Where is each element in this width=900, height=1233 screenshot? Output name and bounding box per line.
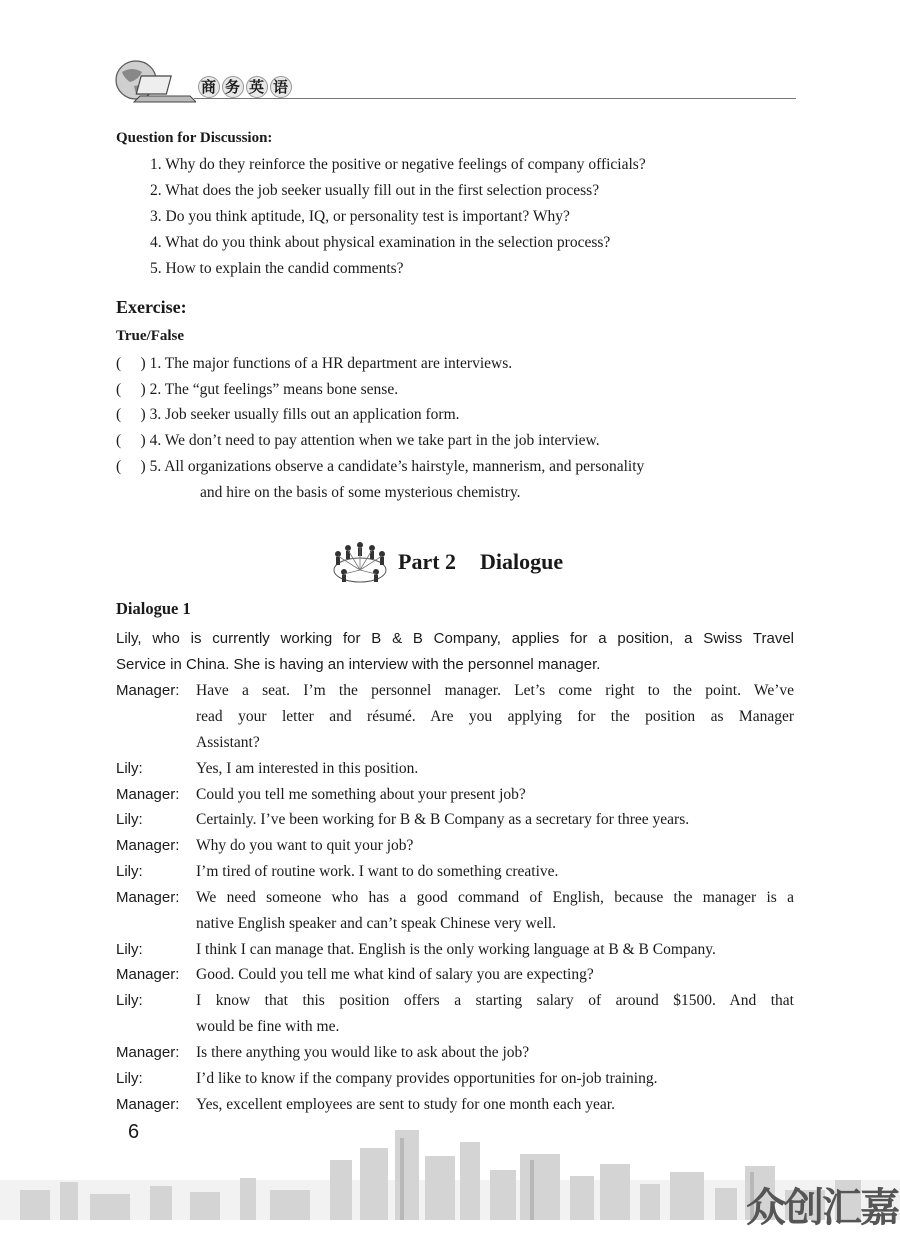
speaker-label: Manager:: [116, 786, 180, 803]
discussion-item: 5. How to explain the candid comments?: [150, 260, 404, 277]
page-header: [112, 58, 796, 108]
speech-line: Have a seat. I’m the personnel manager. Let’s come right to the point. We’ve: [196, 682, 794, 699]
exercise-item: ( ) 2. The “gut feelings” means bone sense.: [116, 381, 399, 398]
speaker-label: Manager:: [116, 1096, 180, 1113]
discussion-item: 3. Do you think aptitude, IQ, or personality test is important? Why?: [150, 208, 570, 225]
speaker-label: Lily:: [116, 811, 143, 828]
speaker-label: Lily:: [116, 863, 143, 880]
speech-line: I’m tired of routine work. I want to do something creative.: [196, 863, 559, 880]
dialogue-heading: Dialogue 1: [116, 599, 191, 618]
exercise-item: ( ) 5. All organizations observe a candidate’s hairstyle, mannerism, and personality: [116, 458, 645, 475]
people-network-icon: [330, 540, 390, 584]
speaker-label: Lily:: [116, 992, 143, 1009]
speech-line: would be fine with me.: [196, 1018, 340, 1035]
header-title: [198, 76, 292, 98]
speech-line: Good. Could you tell me what kind of salary you are expecting?: [196, 966, 594, 983]
exercise-heading: Exercise:: [116, 297, 187, 317]
discussion-heading: Question for Discussion:: [116, 130, 273, 146]
discussion-item: 4. What do you think about physical examination in the selection process?: [150, 234, 611, 251]
speaker-label: Lily:: [116, 760, 143, 777]
speaker-label: Manager:: [116, 889, 180, 906]
header-divider: [194, 98, 796, 99]
dialogue-intro-line: Service in China. She is having an interview with the personnel manager.: [116, 656, 601, 673]
speech-line: I know that this position offers a starting salary of around $1500. And that: [196, 992, 794, 1009]
discussion-item: 1. Why do they reinforce the positive or negative feelings of company officials?: [150, 156, 646, 173]
speech-line: Yes, excellent employees are sent to study for one month each year.: [196, 1096, 615, 1113]
speech-line: Could you tell me something about your present job?: [196, 786, 526, 803]
speaker-label: Lily:: [116, 1070, 143, 1087]
speech-line: We need someone who has a good command of English, because the manager is a: [196, 889, 794, 906]
exercise-item: ( ) 4. We don’t need to pay attention when we take part in the job interview.: [116, 432, 600, 449]
header-title-char: 英: [246, 76, 268, 98]
speaker-label: Manager:: [116, 966, 180, 983]
speaker-label: Manager:: [116, 837, 180, 854]
exercise-item: ( ) 1. The major functions of a HR department are interviews.: [116, 355, 513, 372]
part-number: Part 2: [398, 549, 457, 574]
speech-line: Why do you want to quit your job?: [196, 837, 414, 854]
speaker-label: Lily:: [116, 941, 143, 958]
speech-line: read your letter and résumé. Are you applying for the position as Manager: [196, 708, 794, 725]
exercise-item: ( ) 3. Job seeker usually fills out an application form.: [116, 406, 460, 423]
speech-line: native English speaker and can’t speak Chinese very well.: [196, 915, 556, 932]
speaker-label: Manager:: [116, 1044, 180, 1061]
part-title: Dialogue: [480, 549, 564, 574]
dialogue-intro-line: Lily, who is currently working for B & B Company, applies for a position, a Swiss Travel: [116, 630, 794, 647]
discussion-item: 2. What does the job seeker usually fill out in the first selection process?: [150, 182, 600, 199]
header-title-char: 务: [222, 76, 244, 98]
speech-line: Is there anything you would like to ask about the job?: [196, 1044, 530, 1061]
page-number: 6: [128, 1121, 140, 1143]
speaker-label: Manager:: [116, 682, 180, 699]
header-title-char: 商: [198, 76, 220, 98]
speech-line: I think I can manage that. English is the only working language at B & B Company.: [196, 941, 716, 958]
header-title-char: 语: [270, 76, 292, 98]
globe-laptop-logo-icon: [112, 58, 196, 104]
watermark-text: 众创汇嘉: [746, 1185, 898, 1231]
part-heading: [330, 540, 563, 584]
speech-line: Yes, I am interested in this position.: [196, 760, 419, 777]
speech-line: I’d like to know if the company provides opportunities for on-job training.: [196, 1070, 658, 1087]
true-false-heading: True/False: [116, 328, 185, 344]
exercise-item-continuation: and hire on the basis of some mysterious chemistry.: [200, 484, 521, 501]
speech-line: Certainly. I’ve been working for B & B Company as a secretary for three years.: [196, 811, 690, 828]
speech-line: Assistant?: [196, 734, 260, 751]
